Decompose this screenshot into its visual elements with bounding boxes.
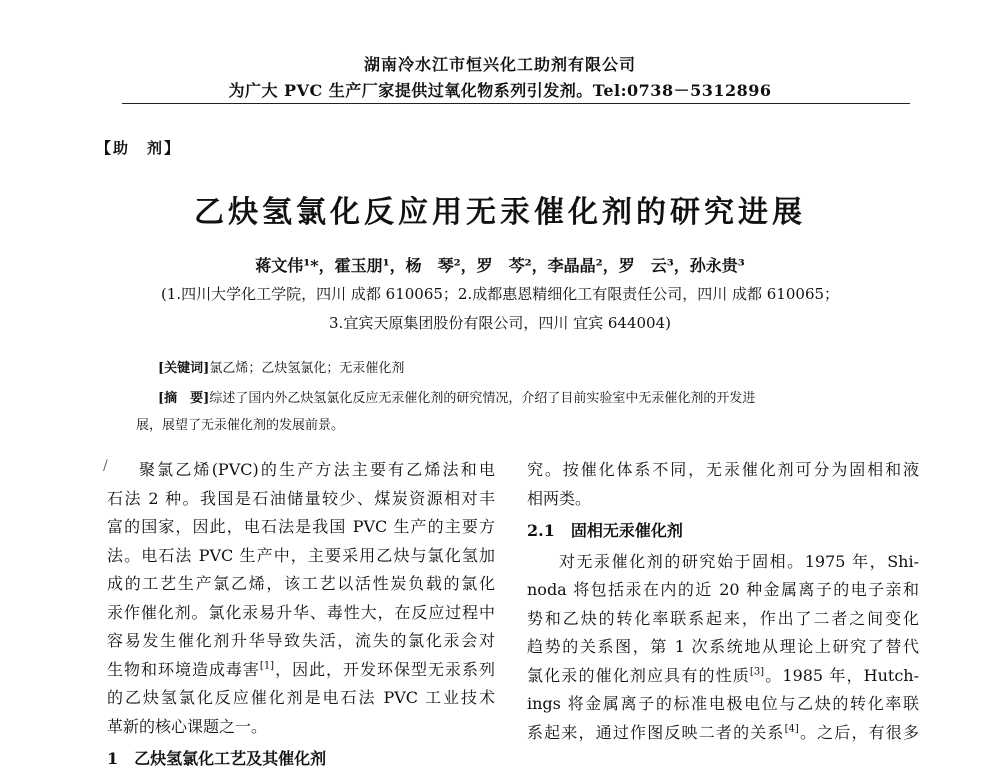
header-slogan: 为广大 PVC 生产厂家提供过氧化物系列引发剂。Tel:0738－5312896 [228,81,772,100]
body-line: 究。按催化体系不同，无汞催化剂可分为固相和液 [527,460,919,479]
citation: [3] [749,666,765,678]
body-line: 相两类。 [527,488,592,508]
abstract-line-2: 展，展望了无汞催化剂的发展前景。 [136,418,345,433]
body-line: ings 将金属离子的标准电极电位与乙炔的转化率联 [527,694,919,713]
keywords-label: [关键词] [158,361,210,376]
next-section-heading: 1 乙炔氢氯化工艺及其催化剂 [107,749,327,768]
body-line: 汞作催化剂。氯化汞易升华、毒性大，在反应过程中 [107,602,495,622]
header-rule [122,103,910,104]
paper-title: 乙炔氢氯化反应用无汞催化剂的研究进展 [194,195,806,230]
body-text: ，因此，开发环保型无汞系列 [274,659,495,679]
abstract-line-1 [158,387,755,406]
body-line: 对无汞催化剂的研究始于固相。1975 年，Shi- [559,551,919,571]
body-left-column [107,456,495,741]
body-text: 。1985 年，Hutch- [764,665,919,685]
body-line: noda 将包括汞在内的近 20 种金属离子的电子亲和 [527,580,919,599]
body-text: 生物和环境造成毒害 [107,659,260,679]
body-right-column [527,456,919,747]
affiliation-line-2: 3.宜宾天原集团股份有限公司，四川 宜宾 644004) [329,314,671,332]
body-line: 富的国家，因此，电石法是我国 PVC 生产的主要方 [107,517,495,536]
body-line: 革新的核心课题之一。 [107,716,268,736]
body-line: 趋势的关系图，第 1 次系统地从理论上研究了替代 [527,637,919,656]
body-line: 的乙炔氢氯化反应催化剂是电石法 PVC 工业技术 [107,688,495,707]
body-line: 容易发生催化剂升华导致失活，流失的氯化汞会对 [107,631,495,650]
abstract-label: [摘 要] [158,391,210,406]
section-label: 【助 剂】 [96,139,182,157]
body-text: 系起来，通过作图反映二者的关系 [527,722,785,742]
abstract-text-1: 综述了国内外乙炔氢氯化反应无汞催化剂的研究情况，介绍了目前实验室中无汞催化剂的开发进 [209,391,756,406]
body-line [527,662,919,691]
body-line: 聚氯乙烯(PVC)的生产方法主要有乙烯法和电 [139,460,495,479]
keywords-text: 氯乙烯；乙炔氢氯化；无汞催化剂 [209,361,405,376]
body-line: 成的工艺生产氯乙烯，该工艺以活性炭负载的氯化 [107,574,495,593]
citation: [4] [784,723,799,735]
keywords [158,357,404,376]
body-line: 势和乙炔的转化率联系起来，作出了二者之间变化 [527,608,919,628]
body-line: 石法 2 种。我国是石油储量较少、煤炭资源相对丰 [107,488,495,508]
scan-mark: / [103,458,108,474]
body-text: 。之后，有很多 [798,722,919,742]
body-line [107,656,495,685]
body-line [527,719,919,748]
authors: 蒋文伟¹*，霍玉朋¹，杨 琴²，罗 芩²，李晶晶²，罗 云³，孙永贵³ [255,256,745,275]
body-text: 氯化汞的催化剂应具有的性质 [527,665,750,685]
citation: [1] [259,660,275,672]
affiliation-line-1: (1.四川大学化工学院，四川 成都 610065；2.成都惠恩精细化工有限责任公司，四川 成都 610065； [160,285,840,303]
header-company: 湖南冷水江市恒兴化工助剂有限公司 [363,55,636,74]
body-line: 法。电石法 PVC 生产中，主要采用乙炔与氯化氢加 [107,545,495,565]
section-heading-2-1: 2.1 固相无汞催化剂 [527,521,683,540]
